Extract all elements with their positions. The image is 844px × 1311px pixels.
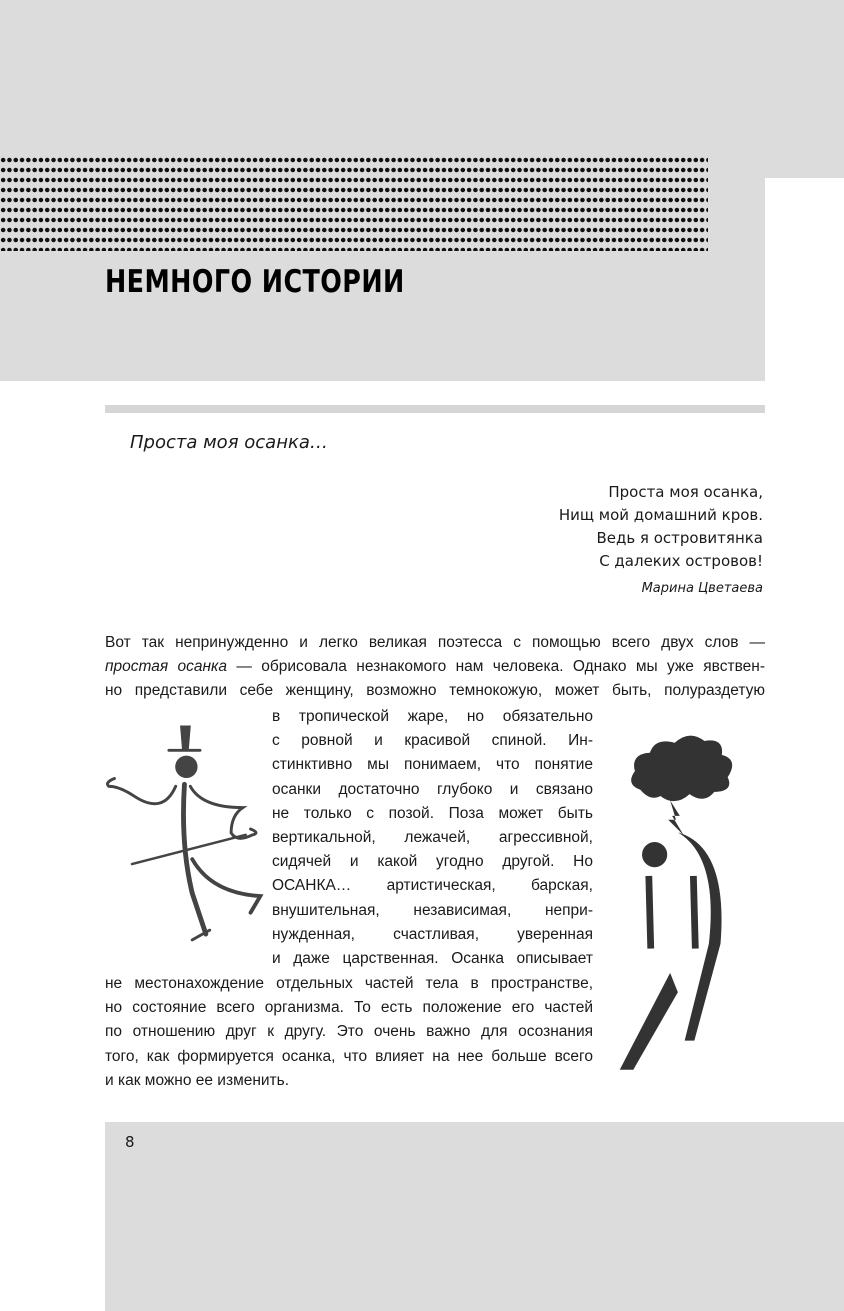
body-text: — обрисовала незнакомого нам человека. Однако мы уже явствен- — [227, 658, 765, 675]
body-line: нужденная, счастливая, уверенная — [272, 925, 593, 943]
poem-line: Проста моя осанка, — [608, 483, 763, 501]
walker-illustration — [612, 725, 767, 1085]
body-line: сидячей и какой угодно другой. Но — [272, 853, 593, 871]
footer-band — [105, 1122, 844, 1311]
body-line: но представили себе женщину, возможно темнокожую, может быть, полураздетую — [105, 682, 765, 699]
body-line: стинктивно мы понимаем, что понятие — [272, 756, 593, 774]
body-line: осанки достаточно глубоко и связано — [272, 780, 593, 798]
poem-line: Ведь я островитянка — [596, 529, 763, 547]
body-line: с ровной и красивой спиной. Ин- — [272, 732, 593, 750]
page-number: 8 — [125, 1133, 135, 1151]
poem — [559, 481, 763, 600]
divider-bar — [105, 405, 765, 413]
dancer-illustration — [95, 715, 270, 945]
poem-line: Нищ мой домашний кров. — [558, 506, 763, 524]
body-line: но состояние всего организма. То есть положение его частей — [105, 999, 593, 1017]
header-band-top — [0, 0, 844, 178]
dot-pattern — [0, 155, 708, 251]
body-line: и даже царственная. Осанка описывает — [272, 950, 593, 967]
body-line: и как можно ее изменить. — [105, 1071, 290, 1089]
body-line: внушительная, независимая, непри- — [272, 901, 593, 919]
body-line: в тропической жаре, но обязательно — [272, 708, 593, 725]
chapter-title: НЕМНОГО ИСТОРИИ — [105, 264, 405, 300]
body-line: не местонахождение отдельных частей тела в пространстве, — [105, 975, 593, 992]
body-line — [105, 655, 765, 679]
body-line: не только с позой. Поза может быть — [272, 804, 593, 822]
body-line: ОСАНКА… артистическая, барская, — [272, 877, 593, 895]
poem-author: Марина Цветаева — [641, 581, 763, 596]
body-line: вертикальной, лежачей, агрессивной, — [272, 829, 593, 846]
poem-line: С далеких островов! — [599, 552, 763, 570]
body-line: того, как формируется осанка, что влияет на нее больше всего — [105, 1047, 593, 1065]
body-line: Вот так непринужденно и легко великая поэтесса с помощью всего двух слов — — [105, 634, 765, 651]
epigraph-heading: Проста моя осанка… — [130, 432, 328, 453]
italic-term: простая осанка — [105, 658, 227, 675]
body-line: по отношению друг к другу. Это очень важно для осознания — [105, 1023, 593, 1041]
